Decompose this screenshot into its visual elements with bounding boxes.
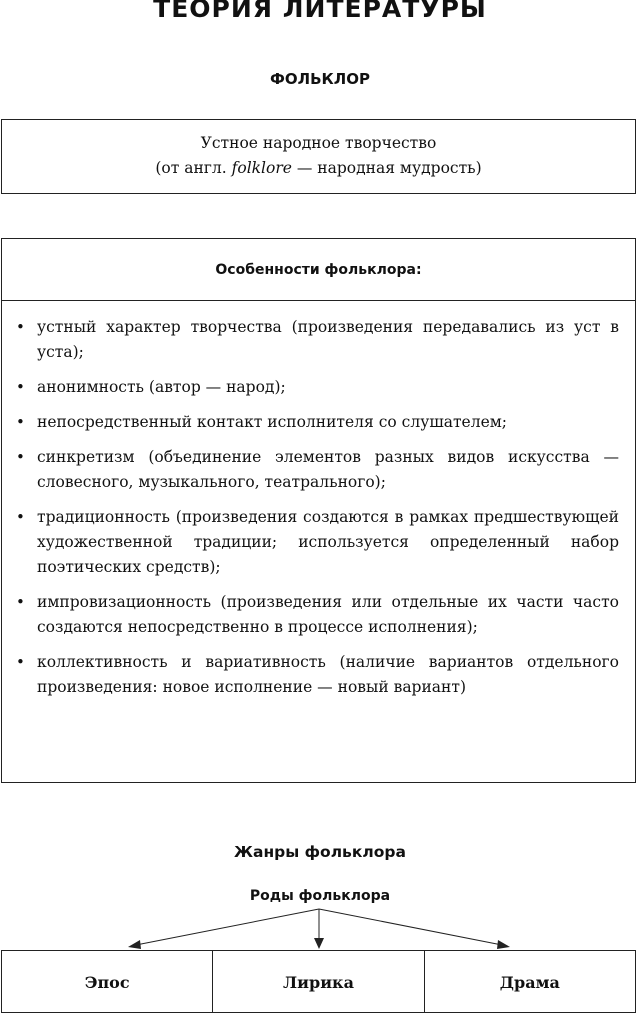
feature-text: традиционность (произведения создаются в рамках предшествующей художественной традиции; используется определенный набор поэтических средств);: [37, 508, 619, 576]
genre-drama: Драма: [499, 973, 560, 992]
bullet-icon: •: [16, 508, 25, 526]
genre-row: [1, 950, 636, 1013]
feature-text: анонимность (автор — народ);: [37, 378, 286, 396]
definition-term: folklore: [231, 159, 292, 177]
genre-arrows: [0, 905, 640, 953]
feature-item: [16, 505, 619, 580]
arrow-right-head: [497, 940, 510, 949]
feature-text: непосредственный контакт исполнителя со слушателем;: [37, 413, 508, 431]
bullet-icon: •: [16, 413, 25, 431]
definition-suffix: — народная мудрость): [296, 159, 482, 177]
arrow-right-line: [319, 909, 502, 945]
bullet-icon: •: [16, 318, 25, 336]
feature-item: [16, 590, 619, 640]
bullet-icon: •: [16, 378, 25, 396]
kinds-label: Роды фольклора: [249, 888, 391, 904]
definition-line-1: Устное народное творчество: [200, 134, 437, 152]
definition-box: [1, 119, 636, 194]
feature-text: устный характер творчества (произведения передавались из уст в уста);: [37, 318, 619, 361]
bullet-icon: •: [16, 593, 25, 611]
bullet-icon: •: [16, 448, 25, 466]
feature-item: [16, 410, 619, 435]
feature-item: [16, 650, 619, 700]
arrow-left-head: [128, 940, 141, 949]
features-heading: Особенности фольклора:: [2, 239, 635, 301]
feature-text: импровизационность (произведения или отдельные их части часто создаются непосредственно в процессе исполнения);: [37, 593, 619, 636]
features-table: [1, 238, 636, 783]
feature-item: [16, 445, 619, 495]
feature-item: [16, 315, 619, 365]
features-list: [2, 301, 635, 700]
feature-text: коллективность и вариативность (наличие вариантов отдельного произведения: новое исполнение — новый вариант): [37, 653, 619, 696]
definition-line-2: [2, 156, 635, 181]
genre-lyric: Лирика: [213, 951, 424, 1012]
arrow-left-line: [136, 909, 319, 945]
page-title: ТЕОРИЯ ЛИТЕРАТУРЫ: [153, 0, 487, 23]
genres-title: Жанры фольклора: [234, 843, 406, 861]
feature-text: синкретизм (объединение элементов разных видов искусства — словесного, музыкального, театрального);: [37, 448, 619, 491]
section-title: ФОЛЬКЛОР: [270, 70, 370, 88]
arrow-center-head: [314, 938, 324, 949]
definition-prefix: (от англ.: [155, 159, 227, 177]
bullet-icon: •: [16, 653, 25, 671]
feature-item: [16, 375, 619, 400]
genre-epic: Эпос: [2, 951, 213, 1012]
